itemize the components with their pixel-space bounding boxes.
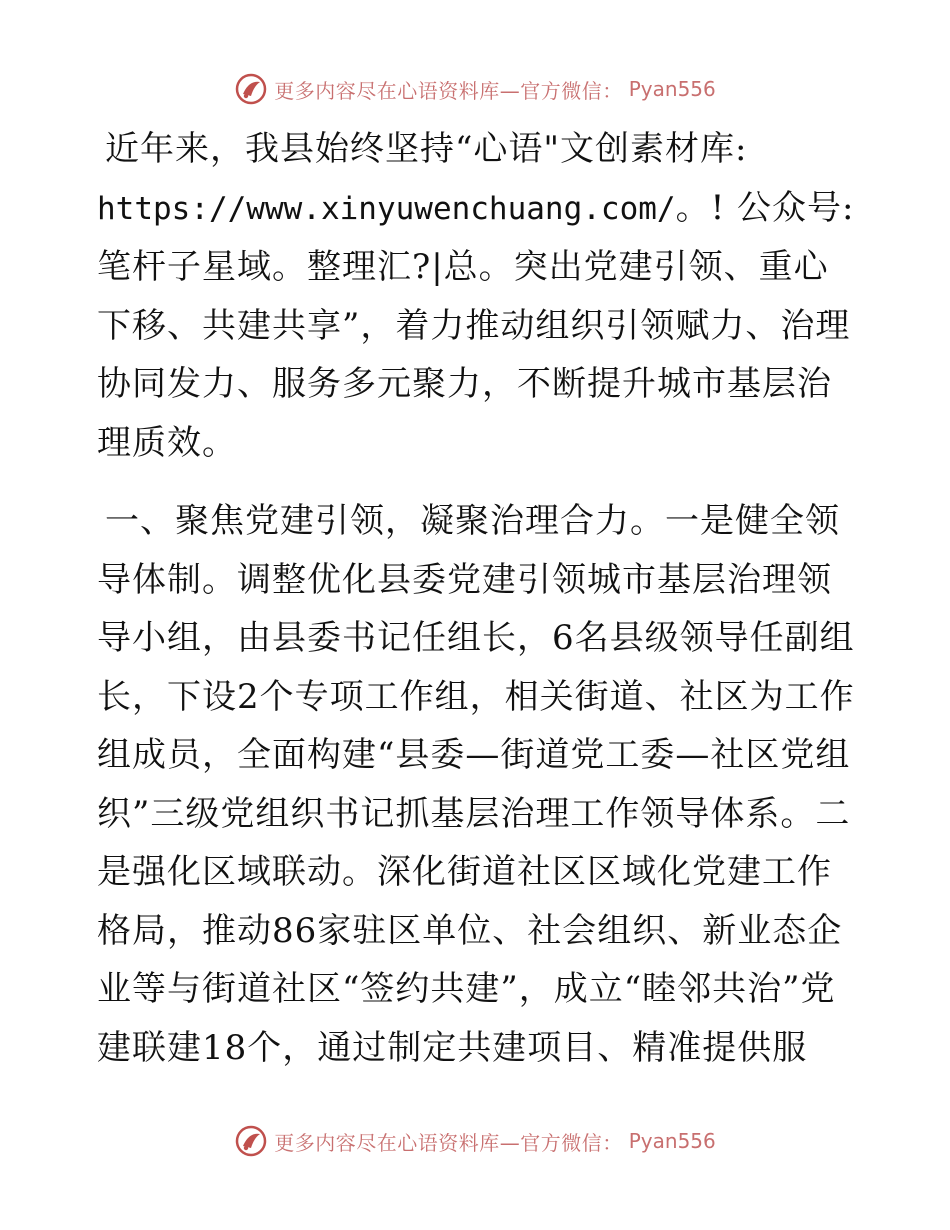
website-url: https://www.xinyuwenchuang.com/ [97,190,676,227]
watermark-footer [0,1124,950,1158]
watermark-text: 更多内容尽在心语资料库—官方微信： [274,1130,623,1155]
brand-logo-icon [234,72,268,106]
intro-text-continued: 。! 公众号:笔杆子星域。整理汇?|总。突出党建引领、重心下移、共建共享”，着力推动组织引领赋力、治理协同发力、服务多元聚力，不断提升城市基层治理质效。 [97,187,855,463]
paragraph-intro [97,120,857,472]
brand-logo-icon [234,1124,268,1158]
document-body [97,120,857,1077]
watermark-header [0,72,950,106]
watermark-wechat-id: Pyan556 [628,77,716,101]
watermark-wechat-id: Pyan556 [628,1129,716,1153]
intro-text: 近年来，我县始终坚持“心语"文创素材库: [105,129,748,169]
watermark-text: 更多内容尽在心语资料库—官方微信： [274,78,623,103]
paragraph-section-one: 一、聚焦党建引领，凝聚治理合力。一是健全领导体制。调整优化县委党建引领城市基层治理领导小组，由县委书记任组长，6名县级领导任副组长，下设2个专项工作组，相关街道、社区为工作组成员，全面构建“县委—街道党工委—社区党组织”三级党组织书记抓基层治理工作领导体系。二是强化区域联动。深化街道社区区域化党建工作格局，推动86家驻区单位、社会组织、新业态企业等与街道社区“签约共建”，成立“睦邻共治”党建联建18个，通过制定共建项目、精准提供服 [97,501,855,1068]
